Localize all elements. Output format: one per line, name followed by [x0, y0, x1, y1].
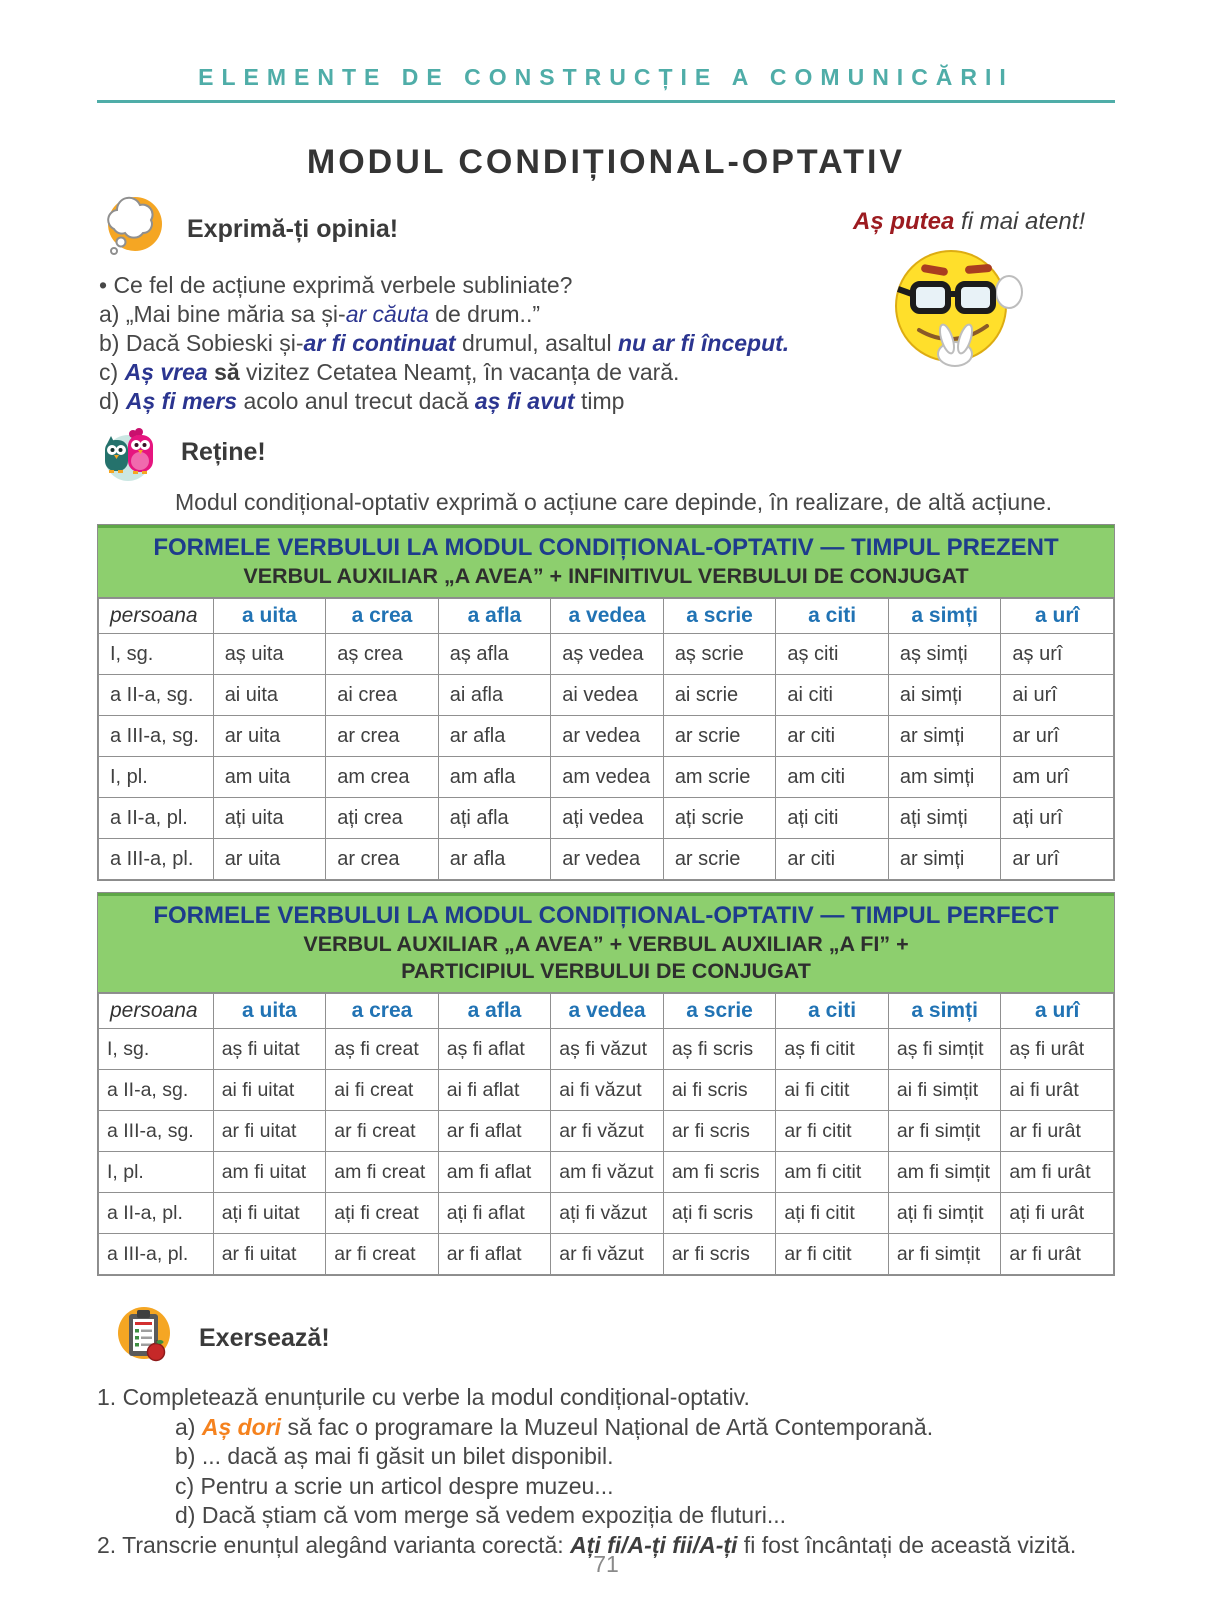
text-segment: nu ar fi început.	[617, 330, 790, 356]
conjugation-cell: ai fi văzut	[551, 1070, 664, 1111]
table-row	[99, 1193, 1114, 1234]
table-header-row	[99, 994, 1114, 1029]
conjugation-cell: ar fi urât	[1001, 1111, 1114, 1152]
exercise-1d	[175, 1501, 1115, 1531]
conjugation-cell: ar crea	[326, 839, 439, 880]
conjugation-cell: am urî	[1001, 757, 1114, 798]
band-title: FORMELE VERBULUI LA MODUL CONDIȚIONAL-OPTATIV — TIMPUL PREZENT	[153, 534, 1059, 561]
conjugation-cell: ar fi uitat	[213, 1234, 326, 1275]
text-segment: să	[214, 359, 240, 385]
conjugation-cell: am citi	[776, 757, 889, 798]
conjugation-cell: ar fi văzut	[551, 1234, 664, 1275]
table-row	[99, 839, 1114, 880]
conjugation-cell: aș fi simțit	[888, 1029, 1001, 1070]
conjugation-cell: ați fi văzut	[551, 1193, 664, 1234]
retine-paragraph: Modul condițional-optativ exprimă o acțiune care depinde, în realizare, de altă acțiune.	[175, 489, 1053, 515]
person-label-cell: a III-a, sg.	[99, 716, 214, 757]
conjugation-cell: ar simți	[888, 839, 1001, 880]
table-row	[99, 675, 1114, 716]
conjugation-cell: ar fi aflat	[438, 1111, 551, 1152]
conjugation-cell: ar fi simțit	[888, 1111, 1001, 1152]
conjugation-cell: ar fi simțit	[888, 1234, 1001, 1275]
conjugation-cell: ați fi simțit	[888, 1193, 1001, 1234]
conjugation-cell: am afla	[438, 757, 551, 798]
text-segment: ar căuta	[345, 301, 429, 327]
conjugation-cell: ați fi aflat	[438, 1193, 551, 1234]
table-present-band	[98, 525, 1114, 598]
person-label-cell: a II-a, sg.	[99, 1070, 214, 1111]
table-row	[99, 716, 1114, 757]
band-subtitle: VERBUL AUXILIAR „A AVEA” + INFINITIVUL VERBULUI DE CONJUGAT	[243, 564, 969, 588]
person-label-cell: I, pl.	[99, 757, 214, 798]
verb-column-header: a citi	[776, 994, 889, 1029]
band-subtitle: VERBUL AUXILIAR „A AVEA” + VERBUL AUXILIAR „A FI” +	[303, 932, 909, 956]
conjugation-table-perfect	[98, 993, 1114, 1275]
conjugation-cell: ai fi aflat	[438, 1070, 551, 1111]
conjugation-cell: ar fi văzut	[551, 1111, 664, 1152]
conjugation-cell: ar fi aflat	[438, 1234, 551, 1275]
conjugation-cell: ar afla	[438, 839, 551, 880]
verb-column-header: a vedea	[551, 994, 664, 1029]
verb-column-header: a scrie	[663, 599, 776, 634]
text-segment: timp	[574, 388, 625, 414]
conjugation-cell: ar vedea	[551, 839, 664, 880]
conjugation-cell: ar urî	[1001, 716, 1114, 757]
conjugation-cell: ar fi scris	[663, 1111, 776, 1152]
verb-column-header: a crea	[326, 994, 439, 1029]
conjugation-cell: ar fi citit	[776, 1234, 889, 1275]
conjugation-cell: aș fi văzut	[551, 1029, 664, 1070]
page-number: 71	[593, 1551, 619, 1577]
band-title: FORMELE VERBULUI LA MODUL CONDIȚIONAL-OPTATIV — TIMPUL PERFECT	[153, 902, 1059, 929]
verb-column-header: a afla	[438, 994, 551, 1029]
person-label-cell: a II-a, pl.	[99, 1193, 214, 1234]
conjugation-cell: ar fi scris	[663, 1234, 776, 1275]
text-segment: acolo anul trecut dacă	[237, 388, 475, 414]
exercise-item-1: 1. Completează enunțurile cu verbe la modul condițional-optativ.	[97, 1384, 750, 1410]
conjugation-cell: ar citi	[776, 716, 889, 757]
text-segment: c)	[99, 359, 125, 385]
conjugation-cell: ați fi urât	[1001, 1193, 1114, 1234]
chapter-banner: ELEMENTE DE CONSTRUCȚIE A COMUNICĂRII	[97, 64, 1115, 103]
text-segment: b) ... dacă aș mai fi găsit un bilet disponibil.	[175, 1443, 614, 1469]
verb-column-header: a uita	[213, 994, 326, 1029]
person-label-cell: a III-a, pl.	[99, 839, 214, 880]
conjugation-cell: ați fi creat	[326, 1193, 439, 1234]
conjugation-cell: aș scrie	[663, 634, 776, 675]
text-segment: c) Pentru a scrie un articol despre muzeu...	[175, 1472, 614, 1499]
text-segment: aș fi avut	[474, 388, 575, 414]
exercises-section	[97, 1302, 1115, 1560]
conjugation-cell: ar fi urât	[1001, 1234, 1114, 1275]
text-segment: a)	[175, 1413, 202, 1440]
conjugation-cell: ar crea	[326, 716, 439, 757]
conjugation-cell: ar fi citit	[776, 1111, 889, 1152]
conjugation-cell: ați vedea	[551, 798, 664, 839]
conjugation-cell: ar urî	[1001, 839, 1114, 880]
verb-column-header: a urî	[1001, 599, 1114, 634]
text-segment: fi mai atent!	[954, 208, 1086, 235]
person-label-cell: I, pl.	[99, 1152, 214, 1193]
conjugation-cell: aș fi citit	[776, 1029, 889, 1070]
person-label-cell: a III-a, pl.	[99, 1234, 214, 1275]
conjugation-cell: ai scrie	[663, 675, 776, 716]
conjugation-cell: ați crea	[326, 798, 439, 839]
table-row	[99, 757, 1114, 798]
table-row	[99, 634, 1114, 675]
text-segment: Aș putea	[853, 208, 955, 235]
retine-heading: Reține!	[181, 438, 266, 466]
conjugation-cell: ar simți	[888, 716, 1001, 757]
person-label-cell: a III-a, sg.	[99, 1111, 214, 1152]
text-segment: d) Dacă știam că vom merge să vedem expoziția de fluturi...	[175, 1502, 787, 1528]
conjugation-cell: am vedea	[551, 757, 664, 798]
opinion-heading: Exprimă-ți opinia!	[187, 215, 399, 243]
conjugation-cell: ar fi creat	[326, 1234, 439, 1275]
person-label-cell: a II-a, pl.	[99, 798, 214, 839]
table-row	[99, 1070, 1114, 1111]
conjugation-cell: am simți	[888, 757, 1001, 798]
conjugation-cell: ar afla	[438, 716, 551, 757]
conjugation-cell: aș fi scris	[663, 1029, 776, 1070]
smiley-glasses-icon	[881, 240, 1103, 379]
conjugation-cell: ai fi citit	[776, 1070, 889, 1111]
exercise-1a	[175, 1413, 1115, 1443]
conjugation-cell: aș fi uitat	[213, 1029, 326, 1070]
verb-column-header: a crea	[326, 599, 439, 634]
table-perfect-block	[97, 892, 1115, 1276]
conjugation-cell: ai crea	[326, 675, 439, 716]
verb-column-header: a scrie	[663, 994, 776, 1029]
conjugation-cell: aș simți	[888, 634, 1001, 675]
conjugation-cell: aș urî	[1001, 634, 1114, 675]
conjugation-cell: ar uita	[213, 716, 326, 757]
text-segment: fi fost încântați de această vizită.	[737, 1531, 1077, 1558]
conjugation-cell: ai uita	[213, 675, 326, 716]
text-segment: 2. Transcrie enunțul alegând varianta corectă:	[97, 1531, 571, 1558]
side-note-text	[853, 208, 1103, 236]
side-note	[853, 208, 1103, 379]
text-segment: Aș dori	[201, 1413, 282, 1440]
conjugation-cell: ai fi scris	[663, 1070, 776, 1111]
opinion-item-d	[99, 387, 1115, 416]
conjugation-cell: ar citi	[776, 839, 889, 880]
conjugation-cell: ați uita	[213, 798, 326, 839]
conjugation-cell: aș citi	[776, 634, 889, 675]
text-segment: • Ce fel de acțiune exprimă verbele subliniate?	[99, 272, 573, 298]
verb-column-header: a urî	[1001, 994, 1114, 1029]
conjugation-cell: ați scrie	[663, 798, 776, 839]
conjugation-cell: ai simți	[888, 675, 1001, 716]
conjugation-table-present	[98, 598, 1114, 880]
conjugation-cell: ai fi creat	[326, 1070, 439, 1111]
persoana-header: persoana	[99, 994, 214, 1029]
band-subtitle2: PARTICIPIUL VERBULUI DE CONJUGAT	[401, 959, 811, 983]
conjugation-cell: am scrie	[663, 757, 776, 798]
table-present-block	[97, 524, 1115, 881]
text-segment: Aș fi mers	[125, 388, 238, 414]
table-row	[99, 798, 1114, 839]
verb-column-header: a uita	[213, 599, 326, 634]
conjugation-cell: ați urî	[1001, 798, 1114, 839]
textbook-page	[0, 64, 1212, 1600]
person-label-cell: a II-a, sg.	[99, 675, 214, 716]
conjugation-cell: ați citi	[776, 798, 889, 839]
conjugation-cell: ar scrie	[663, 716, 776, 757]
conjugation-cell: am crea	[326, 757, 439, 798]
conjugation-cell: ai fi simțit	[888, 1070, 1001, 1111]
table-row	[99, 1152, 1114, 1193]
exercise-1c	[175, 1472, 1115, 1502]
conjugation-cell: ar vedea	[551, 716, 664, 757]
conjugation-cell: aș vedea	[551, 634, 664, 675]
verb-column-header: a afla	[438, 599, 551, 634]
conjugation-cell: ar scrie	[663, 839, 776, 880]
conjugation-cell: ai fi uitat	[213, 1070, 326, 1111]
text-segment: ar fi continuat	[303, 330, 456, 356]
table-row	[99, 1234, 1114, 1275]
conjugation-cell: aș fi urât	[1001, 1029, 1114, 1070]
conjugation-cell: ar fi creat	[326, 1111, 439, 1152]
text-segment: de drum..”	[428, 301, 541, 327]
text-segment: drumul, asaltul	[455, 330, 618, 356]
owls-icon	[97, 418, 159, 487]
conjugation-cell: am fi văzut	[551, 1152, 664, 1193]
conjugation-cell: am fi uitat	[213, 1152, 326, 1193]
conjugation-cell: am fi simțit	[888, 1152, 1001, 1193]
conjugation-cell: aș uita	[213, 634, 326, 675]
text-segment: Ați fi/A-ți fii/A-ți	[570, 1531, 738, 1558]
conjugation-cell: ați fi citit	[776, 1193, 889, 1234]
exercises-heading: Exersează!	[199, 1324, 330, 1352]
conjugation-cell: ai citi	[776, 675, 889, 716]
table-row	[99, 1111, 1114, 1152]
verb-column-header: a simți	[888, 994, 1001, 1029]
person-label-cell: I, sg.	[99, 634, 214, 675]
conjugation-cell: ați afla	[438, 798, 551, 839]
verb-column-header: a vedea	[551, 599, 664, 634]
conjugation-cell: ai fi urât	[1001, 1070, 1114, 1111]
conjugation-cell: am fi aflat	[438, 1152, 551, 1193]
thought-bubble-icon	[99, 192, 165, 267]
conjugation-cell: aș fi creat	[326, 1029, 439, 1070]
text-segment: b) Dacă Sobieski și-	[99, 330, 304, 356]
conjugation-cell: am fi scris	[663, 1152, 776, 1193]
conjugation-cell: ați simți	[888, 798, 1001, 839]
persoana-header: persoana	[99, 599, 214, 634]
conjugation-cell: ai afla	[438, 675, 551, 716]
text-segment: Aș vrea	[124, 359, 208, 385]
text-segment: vizitez Cetatea Neamț, în vacanța de vară.	[239, 359, 680, 385]
opinion-section	[97, 192, 1115, 416]
conjugation-cell: am fi urât	[1001, 1152, 1114, 1193]
table-perfect-band	[98, 893, 1114, 993]
conjugation-cell: ai urî	[1001, 675, 1114, 716]
person-label-cell: I, sg.	[99, 1029, 214, 1070]
conjugation-cell: ar fi uitat	[213, 1111, 326, 1152]
table-header-row	[99, 599, 1114, 634]
conjugation-cell: aș crea	[326, 634, 439, 675]
text-segment: să fac o programare la Muzeul Național de Artă Contemporană.	[281, 1413, 934, 1440]
text-segment: d)	[99, 388, 126, 414]
conjugation-cell: ai vedea	[551, 675, 664, 716]
exercise-1b	[175, 1442, 1115, 1472]
conjugation-cell: aș fi aflat	[438, 1029, 551, 1070]
conjugation-cell: aș afla	[438, 634, 551, 675]
retine-section	[97, 418, 1115, 516]
text-segment: a) „Mai bine măria sa și-	[99, 301, 346, 327]
clipboard-icon	[111, 1302, 177, 1375]
conjugation-cell: am fi creat	[326, 1152, 439, 1193]
page-title: MODUL CONDIȚIONAL-OPTATIV	[306, 143, 906, 181]
conjugation-cell: am fi citit	[776, 1152, 889, 1193]
conjugation-cell: am uita	[213, 757, 326, 798]
conjugation-cell: ați fi uitat	[213, 1193, 326, 1234]
conjugation-cell: ați fi scris	[663, 1193, 776, 1234]
table-row	[99, 1029, 1114, 1070]
verb-column-header: a simți	[888, 599, 1001, 634]
verb-column-header: a citi	[776, 599, 889, 634]
conjugation-cell: ar uita	[213, 839, 326, 880]
